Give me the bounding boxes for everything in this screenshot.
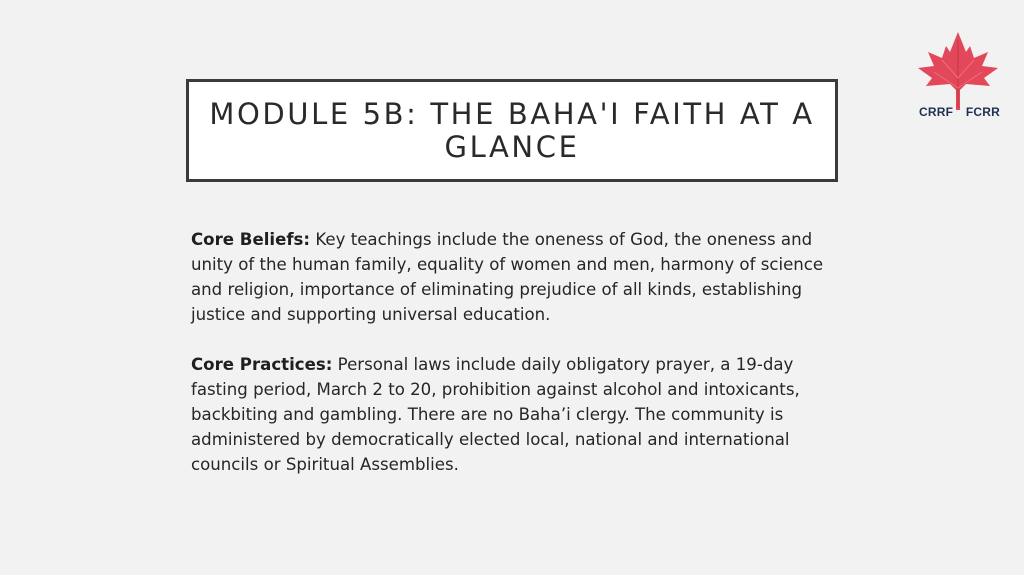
title-box	[186, 79, 838, 182]
logo-text-left: CRRF	[919, 105, 954, 119]
core-practices-label: Core Practices:	[191, 355, 333, 374]
core-practices-text: Personal laws include daily obligatory prayer, a 19-day fasting period, March 2 to 20, prohibition against alcohol and intoxicants, backbiting and gambling. There are no Baha’i clergy. The community is administered by democratically elected local, national and international councils or Spiritual Assemblies.	[191, 355, 800, 474]
core-practices-paragraph	[191, 352, 831, 477]
core-beliefs-paragraph	[191, 227, 831, 327]
logo-text-right: FCRR	[965, 105, 1000, 119]
core-beliefs-text: Key teachings include the oneness of God, the oneness and unity of the human family, equality of women and men, harmony of science and religion, importance of eliminating prejudice of all kinds, establishing justice and supporting universal education.	[191, 230, 824, 324]
core-beliefs-label: Core Beliefs:	[191, 230, 311, 249]
logo-text	[908, 105, 1008, 119]
slide-title: MODULE 5B: THE BAHA'I FAITH AT A GLANCE	[209, 96, 815, 164]
maple-leaf-icon	[908, 30, 1008, 110]
crrf-fcrr-logo	[908, 30, 1008, 125]
body-text	[191, 227, 831, 502]
